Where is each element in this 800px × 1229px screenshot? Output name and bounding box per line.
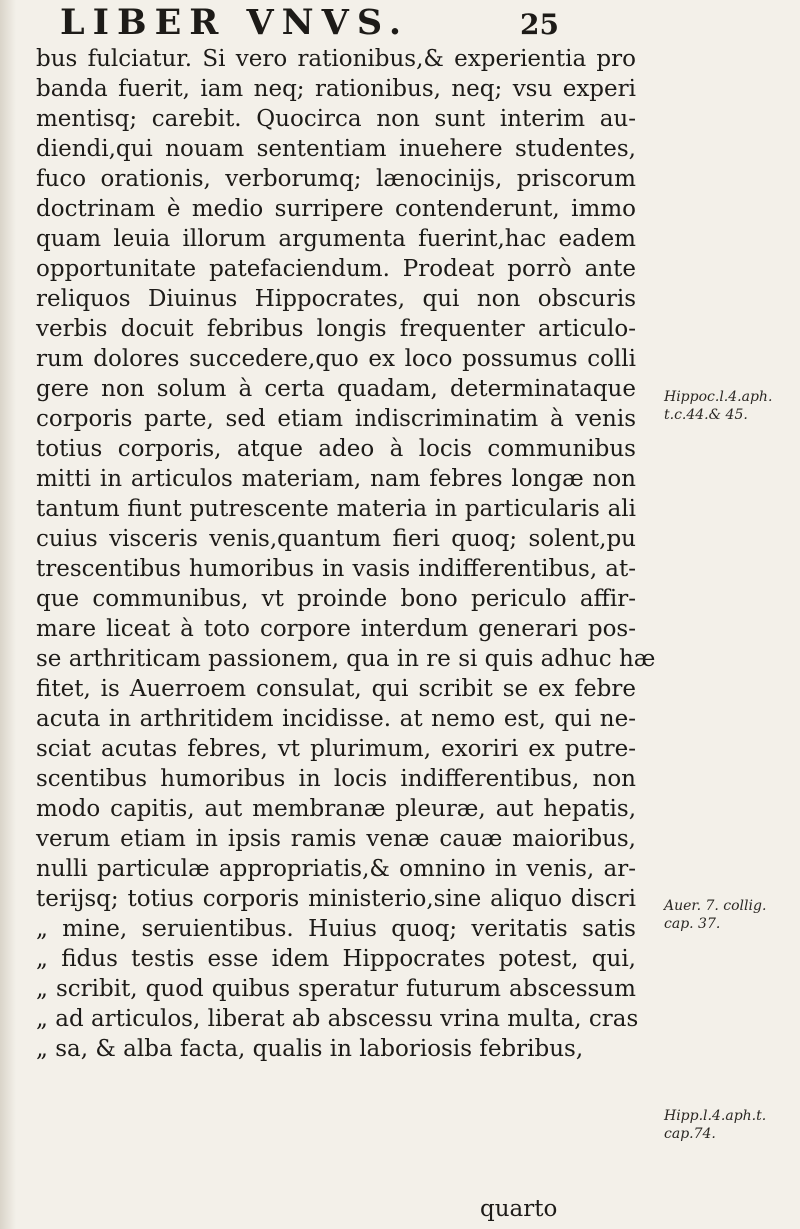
text-line: nulli particulæ appropriatis,& omnino in venis, ar- — [36, 856, 636, 882]
text-line: „ scribit, quod quibus speratur futurum abscessum — [36, 976, 636, 1002]
text-line: opportunitate patefaciendum. Prodeat porrò ante — [36, 256, 636, 282]
text-line: trescentibus humoribus in vasis indifferentibus, at- — [36, 556, 636, 582]
text-line: fuco orationis, verborumq; lænocinijs, priscorum — [36, 166, 636, 192]
text-line: corporis parte, sed etiam indiscriminatim à venis — [36, 406, 636, 432]
text-line: mentisq; carebit. Quocirca non sunt interim au- — [36, 106, 636, 132]
text-line: mare liceat à toto corpore interdum generari pos- — [36, 616, 636, 642]
text-line: scentibus humoribus in locis indifferentibus, non — [36, 766, 636, 792]
text-line: „ ad articulos, liberat ab abscessu vrina multa, cras — [36, 1006, 639, 1032]
text-line: rum dolores succedere,quo ex loco possumus colli — [36, 346, 636, 372]
text-line: fitet, is Auerroem consulat, qui scribit se ex febre — [36, 676, 636, 702]
marginal-line: Auer. 7. collig. — [664, 898, 767, 914]
body-text — [36, 44, 656, 1064]
text-line: acuta in arthritidem incidisse. at nemo est, qui ne- — [36, 706, 636, 732]
text-line: totius corporis, atque adeo à locis communibus — [36, 436, 636, 462]
text-line: diendi,qui nouam sententiam inuehere studentes, — [36, 136, 636, 162]
running-title: LIBER VNVS. — [60, 2, 410, 43]
page-binding-edge — [0, 0, 16, 1229]
marginal-line: Hipp.l.4.aph.t. — [664, 1108, 767, 1124]
marginal-note-averroes — [664, 897, 766, 933]
text-line: tantum fiunt putrescente materia in particularis ali — [36, 496, 636, 522]
text-line: se arthriticam passionem, qua in re si quis adhuc hæ — [36, 646, 656, 672]
text-line: mitti in articulos materiam, nam febres longæ non — [36, 466, 636, 492]
text-line: bus fulciatur. Si vero rationibus,& experientia pro — [36, 46, 636, 72]
marginal-line: cap.74. — [664, 1126, 716, 1142]
text-line: banda fuerit, iam neq; rationibus, neq; vsu experi — [36, 76, 636, 102]
marginal-line: Hippoc.l.4.aph. — [664, 389, 773, 405]
text-line: sciat acutas febres, vt plurimum, exoriri ex putre- — [36, 736, 636, 762]
text-line: „ mine, seruientibus. Huius quoq; veritatis satis — [36, 916, 636, 942]
text-line: „ sa, & alba facta, qualis in laboriosis febribus, — [36, 1036, 584, 1062]
page-header — [60, 2, 620, 46]
text-line: doctrinam è medio surripere contenderunt, immo — [36, 196, 636, 222]
text-line: „ fidus testis esse idem Hippocrates potest, qui, — [36, 946, 636, 972]
marginal-note-hippocrates-aphorism — [664, 1107, 766, 1143]
marginal-line: cap. 37. — [664, 916, 721, 932]
marginal-line: t.c.44.& 45. — [664, 407, 748, 423]
catchword: quarto — [480, 1196, 558, 1222]
text-line: verum etiam in ipsis ramis venæ cauæ maioribus, — [36, 826, 636, 852]
text-line: modo capitis, aut membranæ pleuræ, aut hepatis, — [36, 796, 636, 822]
text-line: terijsq; totius corporis ministerio,sine aliquo discri — [36, 886, 636, 912]
text-line: quam leuia illorum argumenta fuerint,hac eadem — [36, 226, 636, 252]
text-line: verbis docuit febribus longis frequenter articulo- — [36, 316, 636, 342]
text-line: que communibus, vt proinde bono periculo affir- — [36, 586, 636, 612]
text-line: cuius visceris venis,quantum fieri quoq; solent,pu — [36, 526, 636, 552]
text-line: reliquos Diuinus Hippocrates, qui non obscuris — [36, 286, 636, 312]
page-number: 25 — [520, 8, 559, 41]
text-line: gere non solum à certa quadam, determinataque — [36, 376, 636, 402]
marginal-note-hippocrates — [664, 388, 772, 424]
